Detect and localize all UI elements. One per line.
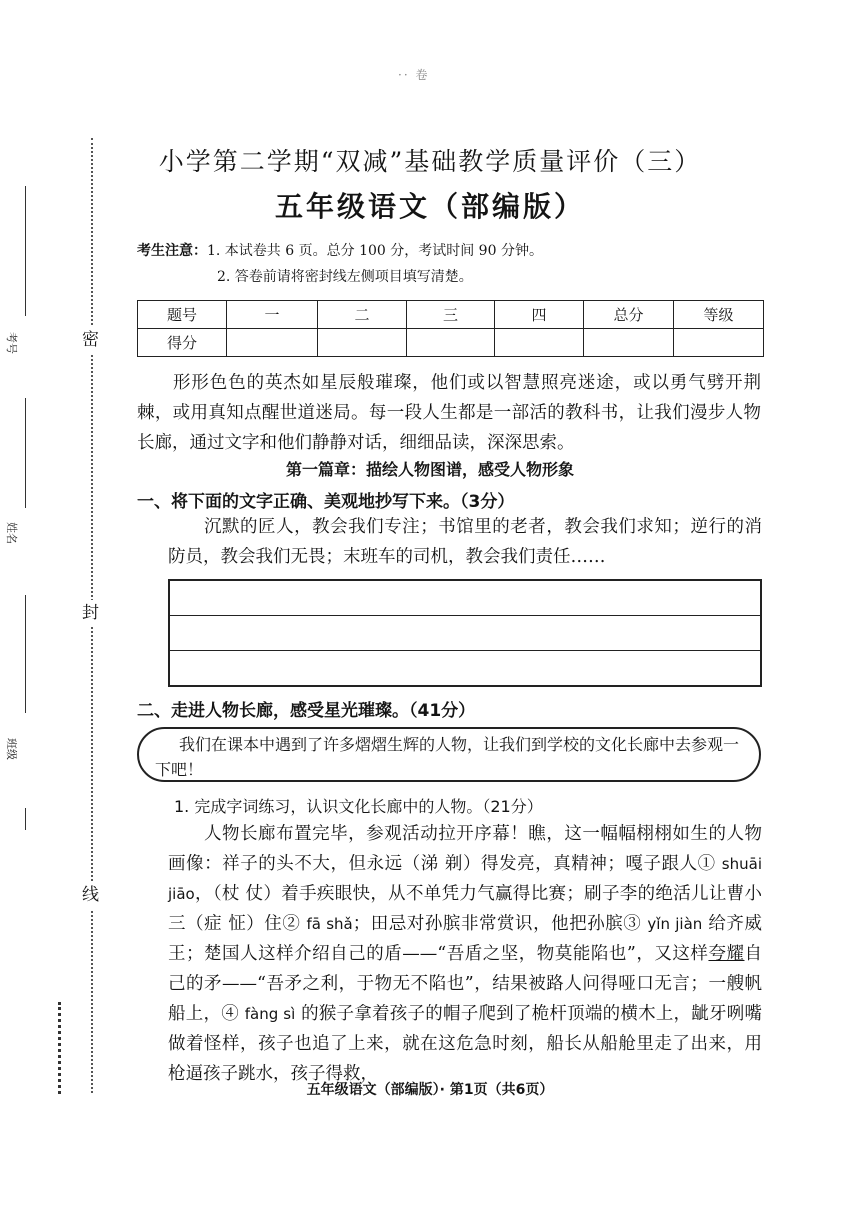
score-header-cell: 一 [227,301,318,329]
school-blank[interactable] [25,595,26,713]
section-1-title: 一、将下面的文字正确、美观地抄写下来。（3分） [137,492,515,512]
passage-text: 自己的矛——“吾矛之利，于物无不陷也”，结果被路人问得哑口无言；一艘帆船上，④ [168,944,762,1024]
pinyin-4: fàng sì [244,1005,296,1023]
score-cell-3[interactable] [407,329,495,357]
score-cell-total[interactable] [584,329,674,357]
score-header-cell: 二 [318,301,407,329]
section-1-copy-text: 沉默的匠人，教会我们专注；书馆里的老者，教会我们求知；逆行的消防员，教会我们无畏；末班车的司机，教会我们责任…… [168,517,762,567]
exam-number-label: 考号 [5,332,18,354]
name-label: 姓名 [5,522,18,544]
section-2-title: 二、走进人物长廊，感受星光璀璨。（41分） [137,701,476,721]
intro-paragraph: 形形色色的英杰如星辰般璀璨，他们或以智慧照亮迷途，或以勇气劈开荆棘，或用真知点醒世道迷局。每一段人生都是一部活的教科书，让我们漫步人物长廊，通过文字和他们静静对话，细细品读，深深思索。 [137,373,761,453]
score-header-cell: 等级 [674,301,764,329]
pinyin-3: yǐn jiàn [647,915,703,933]
score-header-cell: 三 [407,301,495,329]
exam-notice [137,238,543,290]
score-cell-2[interactable] [318,329,407,357]
question-1-passage [168,819,762,1089]
passage-text: 人物长廊布置完毕，参观活动拉开序幕！瞧，这一幅幅栩栩如生的人物画像：祥子的头不大，但永远（ [168,824,762,874]
score-table [137,300,764,357]
exam-title: 小学第二学期“双减”基础教学质量评价（三） [158,147,702,176]
score-table-header-row [138,301,764,329]
writing-line-2[interactable] [170,616,760,651]
passage-text: ）得发亮，真精神；嘎子跟人① [462,854,722,874]
score-header-cell: 题号 [138,301,227,329]
seal-char-feng: 封 [82,600,99,627]
section-2-intro-bubble [137,727,761,782]
choice-2[interactable]: 杖 仗 [221,884,264,904]
score-table-score-row [138,329,764,357]
score-cell-grade[interactable] [674,329,764,357]
exam-subtitle: 五年级语文（部编版） [274,190,585,223]
page-footer: 五年级语文（部编版）· 第1页（共6页） [306,1082,554,1098]
passage-text: 的猴子拿着孩子的帽子爬到了桅杆顶端的横木上，龇牙咧嘴做着怪样，孩子也追了上来，就在这危急时刻，船长从船舱里走了出来，用枪逼孩子跳水，孩子得救， [168,1004,763,1084]
score-row-label: 得分 [138,329,227,357]
seal-char-xian: 线 [82,882,99,909]
bubble-text: 我们在课本中遇到了许多熠熠生辉的人物，让我们到学校的文化长廊中去参观一下吧！ [155,735,740,779]
choice-3[interactable]: 症 怔 [204,914,247,934]
notice-label: 考生注意： [137,243,207,259]
writing-line-1[interactable] [170,581,760,616]
passage-text: ；田忌对孙膑非常赏识，他把孙膑③ [352,914,648,934]
score-header-cell: 四 [495,301,584,329]
choice-1[interactable]: 涕 剃 [420,854,463,874]
notice-line-1: 1. 本试卷共 6 页。总分 100 分，考试时间 90 分钟。 [207,243,543,259]
question-1-title: 1. 完成字词练习，认识文化长廊中的人物。（21分） [174,797,543,816]
passage-text: 给齐威王；楚国人这样介绍自己的盾——“吾盾之坚，物莫能陷也”，又这样 [168,914,762,964]
score-header-cell: 总分 [584,301,674,329]
name-blank[interactable] [25,398,26,508]
class-blank[interactable] [25,808,26,830]
score-cell-4[interactable] [495,329,584,357]
score-cell-1[interactable] [227,329,318,357]
chapter-title: 第一篇章：描绘人物图谱，感受人物形象 [285,460,574,479]
copy-writing-box[interactable] [168,579,762,687]
top-mark: ·· 卷 [398,68,430,82]
class-label: 班级 [5,738,18,760]
writing-line-3[interactable] [170,651,760,686]
notice-line-2: 2. 答卷前请将密封线左侧项目填写清楚。 [217,269,473,285]
passage-text: ，（ [194,884,222,904]
pinyin-1: shuāi jiāo [168,855,762,903]
seal-char-mi: 密 [82,327,99,354]
underlined-word: 夸耀 [708,944,745,964]
pinyin-2: fā shǎ [306,915,353,933]
passage-text: ）着手疾眼快，从不单凭力气赢得比赛；刷子李的绝活儿让曹小三（ [168,884,762,934]
passage-text: ）住② [246,914,307,934]
